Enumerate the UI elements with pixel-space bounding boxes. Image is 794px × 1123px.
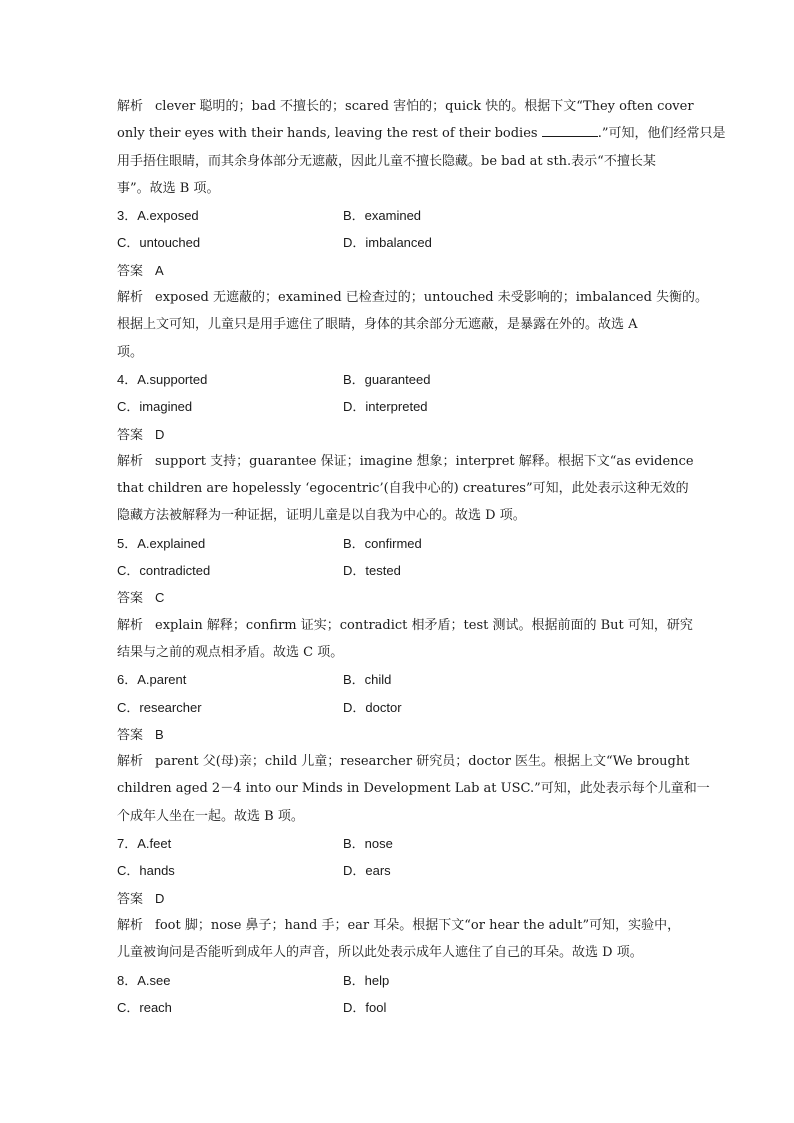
option-d: D．doctor — [343, 699, 402, 715]
option-b: B．nose — [343, 836, 393, 852]
answer-line — [117, 584, 679, 611]
analysis-line: 项。 — [117, 344, 144, 360]
question-7 — [117, 830, 679, 966]
answer-line — [117, 721, 679, 748]
analysis-text: .”可知，他们经常只是 — [597, 126, 726, 142]
option-b: B．examined — [343, 208, 422, 224]
option-c: C．imagined — [117, 399, 193, 415]
answer-line — [117, 421, 679, 448]
analysis-line — [117, 93, 694, 120]
analysis-label: 解析 — [117, 99, 144, 114]
option-d: D．imbalanced — [343, 235, 432, 251]
analysis-line — [117, 912, 679, 939]
option-d: D．fool — [343, 999, 387, 1015]
option-d: D．tested — [343, 563, 401, 579]
analysis-label: 解析 — [117, 917, 144, 933]
answer-label: 答案 — [117, 727, 144, 743]
analysis-line: 儿童被询问是否能听到成年人的声音，所以此处表示成年人遮住了自己的耳朵。故选 D 项。 — [117, 945, 643, 961]
answer-value: B — [155, 726, 164, 742]
analysis-text: clever 聪明的；bad 不擅长的；scared 害怕的；quick 快的。根据下文“They often cover — [155, 99, 694, 114]
options-row — [117, 530, 679, 557]
analysis-text: support 支持；guarantee 保证；imagine 想象；interpret 解释。根据下文“as evidence — [155, 453, 694, 469]
analysis-line: 根据上文可知，儿童只是用手遮住了眼睛，身体的其余部分无遮蔽，是暴露在外的。故选 A — [117, 317, 638, 333]
options-row — [117, 967, 679, 994]
analysis-line: 用手捂住眼睛，而其余身体部分无遮蔽，因此儿童不擅长隐藏。be bad at sth.表示“不擅长某 — [117, 153, 656, 169]
question-8 — [117, 967, 679, 1022]
analysis-line — [117, 120, 726, 147]
options-row — [117, 557, 679, 584]
option-b: B．child — [343, 672, 392, 688]
analysis-text: exposed 无遮蔽的；examined 已检查过的；untouched 未受影响的；imbalanced 失衡的。 — [155, 290, 709, 306]
option-b: B．confirmed — [343, 535, 422, 551]
question-4 — [117, 366, 694, 530]
answer-line — [117, 885, 679, 912]
analysis-line: children aged 2－4 into our Minds in Development Lab at USC.”可知，此处表示每个儿童和一 — [117, 781, 710, 797]
option-a: 6．A.parent — [117, 672, 187, 688]
options-row — [117, 229, 679, 256]
answer-value: D — [155, 890, 165, 906]
options-row — [117, 994, 679, 1021]
analysis-text: explain 解释；confirm 证实；contradict 相矛盾；test 测试。根据前面的 But 可知，研究 — [155, 617, 693, 633]
analysis-text: foot 脚；nose 鼻子；hand 手；ear 耳朵。根据下文“or hear the adult”可知，实验中， — [155, 917, 681, 933]
intro-analysis — [117, 93, 726, 202]
fill-blank — [542, 123, 598, 137]
analysis-line: 隐藏方法被解释为一种证据，证明儿童是以自我为中心的。故选 D 项。 — [117, 508, 526, 524]
option-d: D．ears — [343, 863, 391, 879]
document-page — [117, 93, 726, 1021]
option-c: C．contradicted — [117, 563, 211, 579]
option-a: 7．A.feet — [117, 836, 172, 852]
option-d: D．interpreted — [343, 399, 428, 415]
option-b: B．help — [343, 972, 390, 988]
answer-value: D — [155, 426, 165, 442]
options-row — [117, 666, 679, 693]
analysis-label: 解析 — [117, 617, 144, 633]
option-a: 5．A.explained — [117, 535, 206, 551]
question-6 — [117, 666, 710, 830]
answer-label: 答案 — [117, 263, 144, 279]
options-row — [117, 857, 679, 884]
analysis-line — [117, 284, 709, 311]
answer-value: C — [155, 590, 165, 606]
options-row — [117, 830, 679, 857]
answer-value: A — [155, 262, 164, 278]
question-5 — [117, 530, 693, 666]
options-row — [117, 366, 679, 393]
answer-label: 答案 — [117, 427, 144, 443]
analysis-line — [117, 748, 690, 775]
option-c: C．untouched — [117, 235, 201, 251]
option-a: 3．A.exposed — [117, 208, 199, 224]
question-3 — [117, 202, 709, 366]
analysis-line — [117, 612, 693, 639]
analysis-line: 结果与之前的观点相矛盾。故选 C 项。 — [117, 644, 344, 660]
options-row — [117, 694, 679, 721]
analysis-line: 事”。故选 B 项。 — [117, 180, 220, 196]
option-a: 8．A.see — [117, 972, 171, 988]
analysis-text: only their eyes with their hands, leaving the rest of their bodies — [117, 126, 538, 142]
answer-label: 答案 — [117, 891, 144, 907]
options-row — [117, 393, 679, 420]
analysis-line: that children are hopelessly ‘egocentric’(自我中心的) creatures”可知，此处表示这种无效的 — [117, 481, 689, 497]
answer-label: 答案 — [117, 591, 144, 607]
analysis-text: parent 父(母)亲；child 儿童；researcher 研究员；doctor 医生。根据上文“We brought — [155, 754, 690, 770]
analysis-label: 解析 — [117, 290, 144, 306]
analysis-label: 解析 — [117, 754, 144, 770]
analysis-label: 解析 — [117, 453, 144, 469]
option-b: B．guaranteed — [343, 371, 431, 387]
answer-line — [117, 257, 679, 284]
option-c: C．reach — [117, 999, 172, 1015]
options-row — [117, 202, 679, 229]
option-c: C．researcher — [117, 699, 202, 715]
analysis-line: 个成年人坐在一起。故选 B 项。 — [117, 808, 304, 824]
option-a: 4．A.supported — [117, 371, 208, 387]
option-c: C．hands — [117, 863, 175, 879]
analysis-line — [117, 448, 694, 475]
